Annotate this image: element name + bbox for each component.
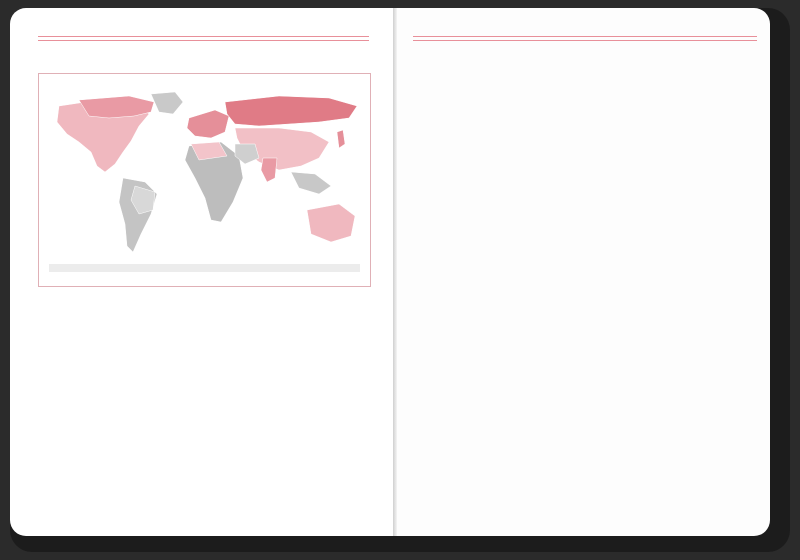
- japan-shape: [337, 130, 345, 148]
- left-page: [10, 8, 393, 536]
- greenland-shape: [151, 92, 183, 114]
- southeast-asia-shape: [291, 172, 331, 194]
- time-zones-header: [38, 36, 369, 41]
- world-time-zone-map: [38, 73, 371, 287]
- antarctica-shape: [49, 264, 360, 272]
- header-rule-bottom: [413, 40, 757, 41]
- timezone-offset-row-bottom: [39, 275, 370, 285]
- header-rule-bottom: [38, 40, 369, 41]
- world-map-graphic: [39, 86, 370, 274]
- header-rule: [413, 36, 757, 37]
- right-page: [397, 8, 770, 536]
- phone-codes-header: [413, 36, 757, 41]
- timezone-offset-row-top: [39, 74, 370, 84]
- india-shape: [261, 158, 277, 182]
- australia-shape: [307, 204, 355, 242]
- city-time-table: [38, 292, 369, 528]
- russia-shape: [225, 96, 357, 126]
- europe-shape: [187, 110, 229, 138]
- header-rule: [38, 36, 369, 37]
